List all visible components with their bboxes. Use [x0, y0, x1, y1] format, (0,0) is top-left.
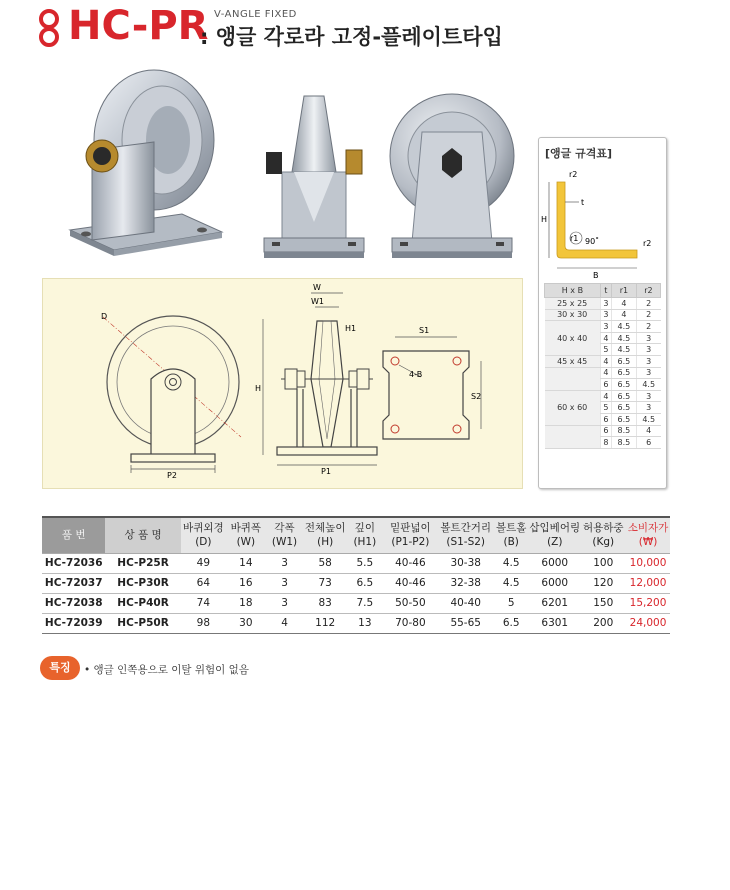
- angle-table-row: [545, 355, 661, 367]
- spec-cell: 83: [303, 593, 347, 613]
- angle-label-r1: r1: [570, 234, 579, 243]
- spec-header-label: 허용하중: [582, 522, 624, 535]
- spec-cell: 98: [181, 613, 226, 633]
- feature-badge: 특징: [40, 656, 80, 680]
- spec-header-unit: (₩): [638, 536, 658, 549]
- subtitle-korean: : 앵글 각로라 고정-플레이트타입: [200, 25, 503, 49]
- spec-cell: 49: [181, 553, 226, 573]
- angle-cell-r2: 2: [636, 298, 660, 310]
- product-photo-angle: [62, 64, 232, 260]
- angle-cell-t: 4: [600, 390, 611, 402]
- angle-cell-r1: 4: [611, 309, 636, 321]
- angle-cell-hb: [545, 425, 601, 448]
- product-name: HC-P40R: [105, 593, 180, 613]
- spec-table-row: [42, 613, 670, 633]
- spec-cell: 64: [181, 573, 226, 593]
- spec-header: [303, 517, 347, 553]
- part-number: HC-72036: [42, 553, 105, 573]
- angle-cell-t: 5: [600, 344, 611, 356]
- angle-cell-r2: 2: [636, 321, 660, 333]
- spec-header: [383, 517, 438, 553]
- spec-cell: 6000: [529, 573, 581, 593]
- spec-header-label: 각폭: [274, 522, 295, 535]
- spec-header-label: 바퀴폭: [230, 522, 262, 535]
- spec-table-row: [42, 553, 670, 573]
- spec-header: [105, 517, 180, 553]
- spec-header-label: 볼트간거리: [440, 522, 492, 535]
- spec-cell: 3: [266, 553, 304, 573]
- spec-header-unit: (Z): [547, 536, 563, 549]
- angle-cell-t: 4: [600, 355, 611, 367]
- angle-cell-r1: 8.5: [611, 437, 636, 449]
- label-P2: P2: [167, 471, 177, 480]
- angle-cell-t: 3: [600, 298, 611, 310]
- angle-cell-hb: [545, 367, 601, 390]
- spec-header-unit: (Kg): [592, 536, 615, 549]
- label-H: H: [255, 384, 262, 393]
- angle-cell-hb: 60 x 60: [545, 390, 601, 425]
- spec-header-label: 깊이: [354, 522, 375, 535]
- spec-cell: 30: [226, 613, 266, 633]
- product-photo-side: [382, 92, 522, 264]
- angle-cell-r2: 3: [636, 367, 660, 379]
- spec-cell: 40-46: [383, 573, 438, 593]
- angle-header: r1: [611, 284, 636, 298]
- spec-cell: 24,000: [626, 613, 670, 633]
- angle-cell-r1: 4: [611, 298, 636, 310]
- spec-cell: 3: [266, 593, 304, 613]
- spec-header: [42, 517, 105, 553]
- spec-cell: 112: [303, 613, 347, 633]
- angle-cell-r1: 4.5: [611, 344, 636, 356]
- spec-cell: 40-40: [438, 593, 493, 613]
- angle-cell-t: 4: [600, 367, 611, 379]
- spec-cell: 6000: [529, 553, 581, 573]
- angle-cell-t: 3: [600, 309, 611, 321]
- spec-header-label: 삽입베어링: [529, 522, 581, 535]
- technical-drawing: [43, 279, 524, 490]
- angle-cell-t: 3: [600, 321, 611, 333]
- spec-cell: 3: [266, 573, 304, 593]
- angle-cell-hb: 40 x 40: [545, 321, 601, 356]
- spec-header: [438, 517, 493, 553]
- part-number: HC-72038: [42, 593, 105, 613]
- label-D: D: [101, 312, 108, 321]
- spec-cell: 4: [266, 613, 304, 633]
- spec-header-label: 전체높이: [304, 522, 346, 535]
- angle-header: H x B: [545, 284, 601, 298]
- angle-table-row: [545, 367, 661, 379]
- angle-label-r2-top: r2: [569, 170, 578, 179]
- spec-cell: 18: [226, 593, 266, 613]
- spec-cell: 6.5: [493, 613, 529, 633]
- spec-cell: 6301: [529, 613, 581, 633]
- angle-table-row: [545, 298, 661, 310]
- spec-header-unit: (H): [317, 536, 334, 549]
- angle-cell-hb: 30 x 30: [545, 309, 601, 321]
- angle-cell-t: 8: [600, 437, 611, 449]
- angle-cell-r1: 6.5: [611, 413, 636, 425]
- angle-cell-hb: 45 x 45: [545, 355, 601, 367]
- angle-cell-r1: 6.5: [611, 379, 636, 391]
- spec-cell: 100: [581, 553, 627, 573]
- angle-cell-r1: 6.5: [611, 390, 636, 402]
- spec-header-label: 밑판넓이: [390, 522, 431, 535]
- angle-cell-r2: 4.5: [636, 413, 660, 425]
- spec-header-label: 볼트홀: [495, 522, 527, 535]
- spec-cell: 40-46: [383, 553, 438, 573]
- angle-table-row: [545, 425, 661, 437]
- spec-header: [181, 517, 226, 553]
- angle-table-row: [545, 390, 661, 402]
- technical-drawing-panel: [42, 278, 523, 489]
- angle-label-H: H: [541, 215, 548, 224]
- angle-cell-r2: 2: [636, 309, 660, 321]
- spec-header: [266, 517, 304, 553]
- spec-cell: 5.5: [347, 553, 383, 573]
- spec-cell: 70-80: [383, 613, 438, 633]
- spec-cell: 14: [226, 553, 266, 573]
- spec-cell: 200: [581, 613, 627, 633]
- product-name: HC-P25R: [105, 553, 180, 573]
- spec-cell: 13: [347, 613, 383, 633]
- angle-header: t: [600, 284, 611, 298]
- product-name: HC-P30R: [105, 573, 180, 593]
- angle-cell-r2: 6: [636, 437, 660, 449]
- angle-label-t: t: [581, 198, 585, 207]
- label-P1: P1: [321, 467, 331, 476]
- spec-header: [581, 517, 627, 553]
- spec-header: [529, 517, 581, 553]
- angle-profile-diagram: [539, 160, 668, 282]
- spec-header-unit: (S1-S2): [446, 536, 486, 549]
- label-W1: W1: [311, 297, 324, 306]
- label-S2: S2: [471, 392, 482, 401]
- angle-label-90: 90˚: [585, 237, 600, 246]
- label-4B: 4-B: [409, 370, 423, 379]
- spec-cell: 15,200: [626, 593, 670, 613]
- spec-cell: 120: [581, 573, 627, 593]
- product-photo-front: [254, 92, 374, 264]
- angle-cell-r2: 3: [636, 332, 660, 344]
- angle-table-row: [545, 309, 661, 321]
- spec-cell: 6201: [529, 593, 581, 613]
- spec-header-label: 바퀴외경: [183, 522, 224, 535]
- feature-text: • 앵글 인쪽용으로 이탈 위험이 없음: [84, 664, 249, 676]
- angle-spec-title: [앵글 규격표]: [545, 147, 613, 160]
- angle-cell-t: 6: [600, 425, 611, 437]
- spec-header-unit: (H1): [353, 536, 377, 549]
- angle-cell-r2: 3: [636, 344, 660, 356]
- angle-cell-r1: 8.5: [611, 425, 636, 437]
- spec-cell: 12,000: [626, 573, 670, 593]
- angle-cell-r1: 4.5: [611, 332, 636, 344]
- spec-header-unit: (B): [503, 536, 519, 549]
- spec-cell: 4.5: [493, 553, 529, 573]
- spec-header: [226, 517, 266, 553]
- spec-table-row: [42, 573, 670, 593]
- spec-cell: 4.5: [493, 573, 529, 593]
- spec-table: [42, 516, 670, 634]
- angle-cell-t: 6: [600, 379, 611, 391]
- spec-cell: 16: [226, 573, 266, 593]
- spec-cell: 5: [493, 593, 529, 613]
- angle-spec-card: [538, 137, 667, 489]
- spec-header-unit: (W): [236, 536, 256, 549]
- angle-cell-hb: 25 x 25: [545, 298, 601, 310]
- angle-table-row: [545, 321, 661, 333]
- spec-header: [626, 517, 670, 553]
- product-name: HC-P50R: [105, 613, 180, 633]
- spec-header-unit: (P1-P2): [391, 536, 430, 549]
- brand-logo-icon: [36, 8, 62, 48]
- model-title: HC-PR: [68, 3, 209, 49]
- spec-header: [493, 517, 529, 553]
- spec-table-row: [42, 593, 670, 613]
- spec-header: [347, 517, 383, 553]
- angle-cell-r2: 3: [636, 402, 660, 414]
- spec-cell: 55-65: [438, 613, 493, 633]
- part-number: HC-72039: [42, 613, 105, 633]
- angle-header: r2: [636, 284, 660, 298]
- spec-cell: 73: [303, 573, 347, 593]
- spec-header-label: 소비자가: [627, 522, 669, 535]
- angle-label-r2-right: r2: [643, 239, 652, 248]
- angle-cell-r1: 6.5: [611, 402, 636, 414]
- spec-cell: 32-38: [438, 573, 493, 593]
- angle-cell-r1: 4.5: [611, 321, 636, 333]
- angle-label-B: B: [593, 271, 599, 280]
- spec-cell: 30-38: [438, 553, 493, 573]
- spec-cell: 50-50: [383, 593, 438, 613]
- angle-cell-r2: 3: [636, 390, 660, 402]
- angle-cell-r2: 3: [636, 355, 660, 367]
- angle-cell-r1: 6.5: [611, 367, 636, 379]
- label-W: W: [313, 283, 321, 292]
- angle-cell-r2: 4.5: [636, 379, 660, 391]
- angle-cell-t: 6: [600, 413, 611, 425]
- spec-header-unit: (W1): [271, 536, 298, 549]
- spec-cell: 58: [303, 553, 347, 573]
- spec-cell: 6.5: [347, 573, 383, 593]
- spec-cell: 74: [181, 593, 226, 613]
- spec-cell: 10,000: [626, 553, 670, 573]
- spec-cell: 150: [581, 593, 627, 613]
- angle-cell-r1: 6.5: [611, 355, 636, 367]
- label-H1: H1: [345, 324, 357, 333]
- spec-header-label: 품 번: [61, 529, 86, 542]
- subtitle-english: V-ANGLE FIXED: [214, 9, 297, 20]
- part-number: HC-72037: [42, 573, 105, 593]
- angle-spec-table: [544, 283, 661, 449]
- label-S1: S1: [419, 326, 430, 335]
- spec-header-label: 상 품 명: [124, 529, 162, 542]
- spec-header-unit: (D): [195, 536, 212, 549]
- angle-cell-t: 5: [600, 402, 611, 414]
- spec-cell: 7.5: [347, 593, 383, 613]
- angle-cell-r2: 4: [636, 425, 660, 437]
- angle-cell-t: 4: [600, 332, 611, 344]
